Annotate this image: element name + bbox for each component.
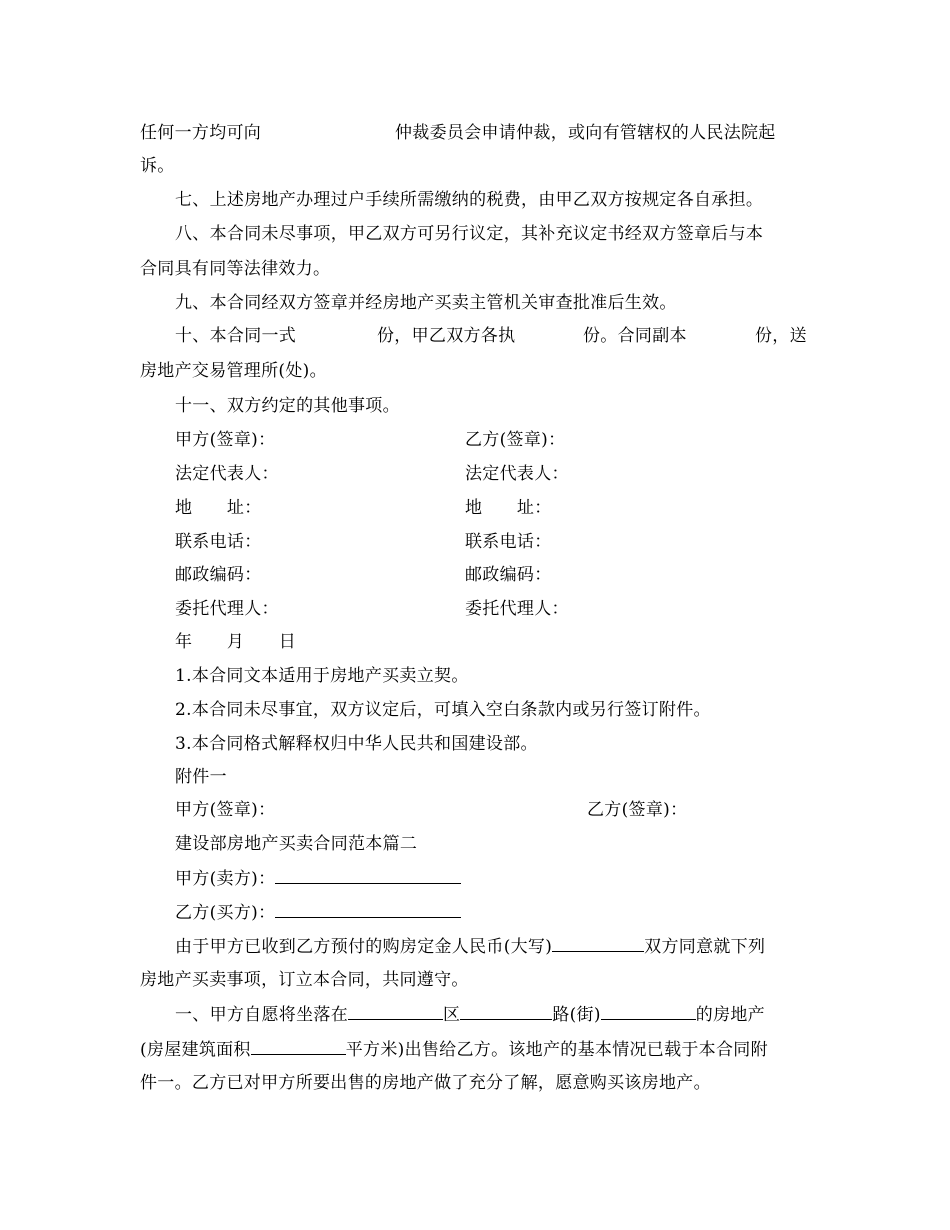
text-segment: 区 [443, 1005, 461, 1025]
date-line: 年 月 日 [175, 632, 297, 652]
party-a-sign-label: 甲方(签章)： [175, 430, 276, 450]
attachment-heading: 附件一 [175, 767, 227, 787]
text-line: 份，送 [755, 326, 807, 346]
text-line [395, 122, 776, 144]
note-3: 3.本合同格式解释权归中华人民共和国建设部。 [175, 734, 538, 754]
location-blank [348, 1003, 443, 1020]
text-line: 九、本合同经双方签章并经房地产买卖主管机关审查批准后生效。 [175, 293, 677, 313]
party-a-agent-label: 委托代理人： [175, 599, 279, 619]
text-segment: (房屋建筑面积 [140, 1040, 251, 1060]
attachment-party-a-sign: 甲方(签章)： [175, 800, 276, 820]
note-2: 2.本合同未尽事宜，双方议定后，可填入空白条款内或另行签订附件。 [175, 700, 711, 720]
party-a-rep-label: 法定代表人： [175, 464, 279, 484]
seller-line [175, 867, 461, 890]
attachment-party-b-sign: 乙方(签章)： [587, 800, 688, 820]
text-line: 七、上述房地产办理过户手续所需缴纳的税费，由甲乙双方按规定各自承担。 [175, 190, 764, 210]
text-line: 份。合同副本 [583, 326, 687, 346]
party-b-rep-label: 法定代表人： [465, 464, 569, 484]
text-line: 十一、双方约定的其他事项。 [175, 396, 400, 416]
text-segment: 平方米)出售给乙方。该地产的基本情况已载于本合同附 [345, 1040, 768, 1060]
buyer-line [175, 901, 461, 924]
seller-label: 甲方(卖方)： [175, 869, 276, 889]
party-a-phone-label: 联系电话： [175, 532, 262, 552]
text-segment: 的房地产 [695, 1005, 765, 1025]
party-a-address-label: 地 址： [175, 498, 262, 518]
note-1: 1.本合同文本适用于房地产买卖立契。 [175, 666, 469, 686]
text-line: 房地产交易管理所(处)。 [140, 361, 327, 381]
section-title: 建设部房地产买卖合同范本篇二 [175, 834, 418, 854]
party-b-phone-label: 联系电话： [465, 532, 552, 552]
text-segment: 路(街) [552, 1005, 601, 1025]
road-blank [601, 1003, 696, 1020]
text-line [140, 1038, 768, 1061]
text-line: 房地产买卖事项，订立本合同，共同遵守。 [140, 970, 469, 990]
text-line: 份，甲乙双方各执 [377, 326, 516, 346]
text-segment: 一、甲方自愿将坐落在 [175, 1005, 348, 1025]
text-segment: 双方同意就下列 [644, 937, 766, 957]
text-line: 件一。乙方已对甲方所要出售的房地产做了充分了解，愿意购买该房地产。 [140, 1073, 711, 1093]
deposit-blank [552, 935, 644, 952]
text-line [175, 935, 765, 958]
text-line: 诉。 [140, 156, 175, 176]
buyer-blank [275, 901, 461, 918]
district-blank [460, 1003, 552, 1020]
text-line: 八、本合同未尽事项，甲乙双方可另行议定，其补充议定书经双方签章后与本 [175, 224, 764, 244]
party-b-agent-label: 委托代理人： [465, 599, 569, 619]
text-line [140, 122, 261, 144]
text-segment: 仲裁委员会申请仲裁，或向有管辖权的人民法院起 [395, 123, 776, 143]
text-segment: 由于甲方已收到乙方预付的购房定金人民币(大写) [175, 937, 553, 957]
party-b-address-label: 地 址： [465, 498, 552, 518]
seller-blank [275, 867, 461, 884]
text-segment: 任何一方均可向 [140, 123, 262, 143]
party-a-zip-label: 邮政编码： [175, 565, 262, 585]
text-line: 合同具有同等法律效力。 [140, 259, 331, 279]
buyer-label: 乙方(买方)： [175, 903, 276, 923]
area-blank [251, 1038, 346, 1055]
party-b-zip-label: 邮政编码： [465, 565, 552, 585]
text-line: 十、本合同一式 [175, 326, 297, 346]
party-b-sign-label: 乙方(签章)： [465, 430, 566, 450]
text-line [175, 1003, 765, 1026]
